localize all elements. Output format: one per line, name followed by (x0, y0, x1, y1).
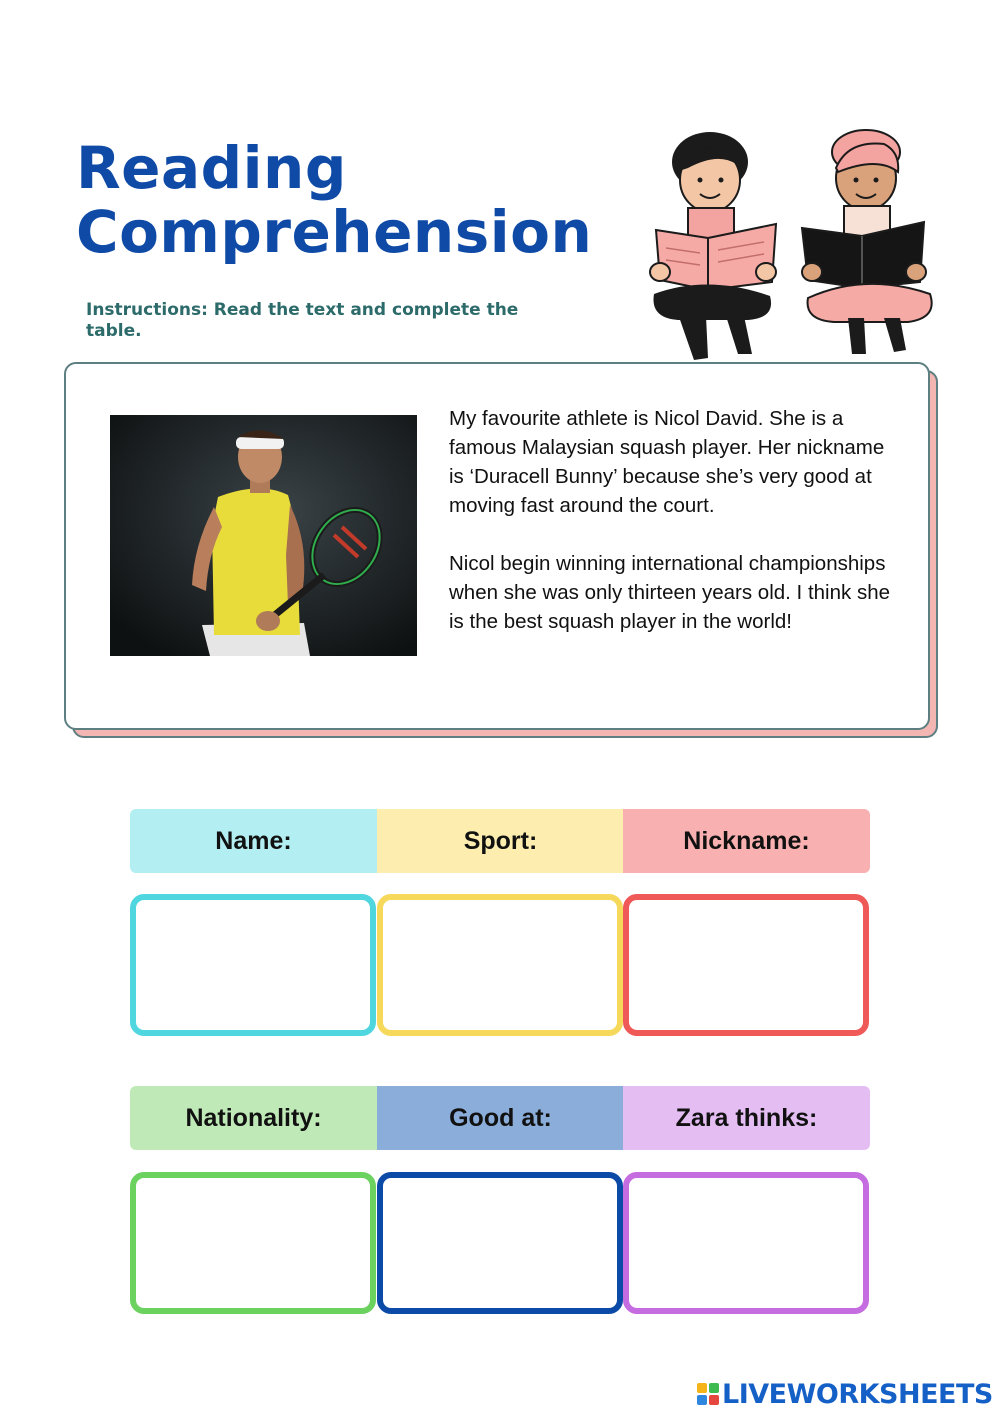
passage-paragraph-1: My favourite athlete is Nicol David. She is a famous Malaysian squash player. Her nickname is ‘Duracell Bunny’ because she’s very good at moving fast around the court. (449, 407, 885, 517)
label-name: Name: (130, 809, 377, 873)
logo-square-1 (697, 1383, 707, 1393)
label-zara-thinks: Zara thinks: (623, 1086, 870, 1150)
logo-mark-icon (697, 1383, 719, 1405)
logo-square-3 (697, 1395, 707, 1405)
answer-box-name[interactable] (130, 894, 376, 1036)
boy-reading-pink-book (650, 132, 776, 360)
instructions-text: Instructions: Read the text and complete the table. (86, 300, 519, 341)
answer-box-good-at[interactable] (377, 1172, 623, 1314)
logo-square-4 (709, 1395, 719, 1405)
reading-passage (449, 404, 894, 665)
girl-reading-black-book (802, 130, 932, 354)
passage-paragraph-2: Nicol begin winning international championships when she was only thirteen years old. I think she is the best squash player in the world! (449, 552, 890, 633)
logo-square-2 (709, 1383, 719, 1393)
title-line-2: Comprehension (76, 198, 593, 266)
liveworksheets-logo[interactable] (697, 1378, 993, 1410)
logo-text: LIVEWORKSHEETS (722, 1378, 993, 1410)
answer-box-zara-thinks[interactable] (623, 1172, 869, 1314)
label-sport: Sport: (377, 809, 624, 873)
label-nationality: Nationality: (130, 1086, 377, 1150)
athlete-photo (110, 415, 417, 656)
label-good-at: Good at: (377, 1086, 624, 1150)
page-title (76, 136, 636, 264)
answer-box-nickname[interactable] (623, 894, 869, 1036)
title-line-1: Reading (76, 134, 347, 202)
label-nickname: Nickname: (623, 809, 870, 873)
answer-box-sport[interactable] (377, 894, 623, 1036)
answer-box-nationality[interactable] (130, 1172, 376, 1314)
kids-reading-illustration (648, 122, 943, 364)
